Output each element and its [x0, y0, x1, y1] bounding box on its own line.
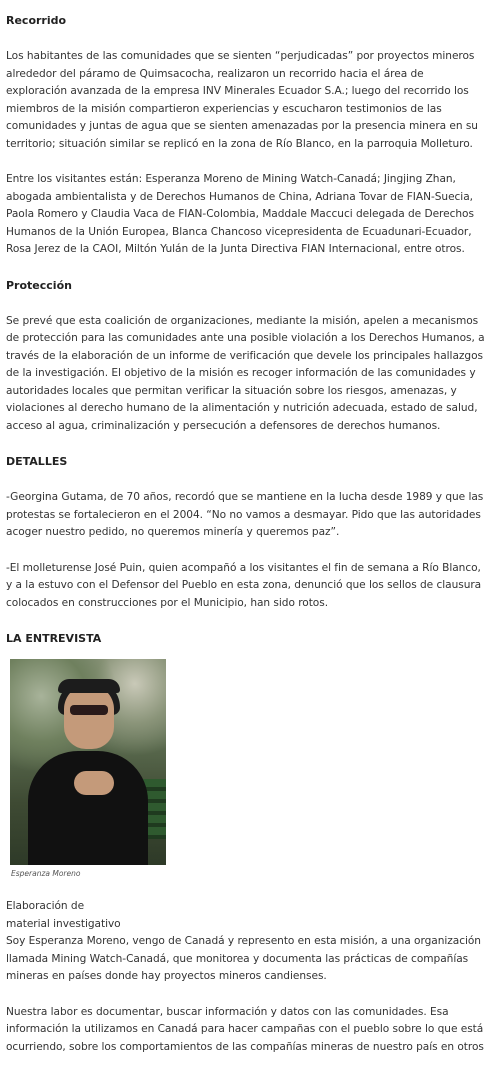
- photo-glasses: [70, 705, 108, 715]
- photo-person: [28, 751, 148, 865]
- photo-hands: [74, 771, 114, 795]
- interview-subtitle-line-2: material investigativo: [6, 917, 121, 930]
- interview-photo: [10, 659, 166, 865]
- paragraph-recorrido-2: Entre los visitantes están: Esperanza Moreno de Mining Watch-Canadá; Jingjing Zhan, abogada ambientalista y de Derechos Humanos de China, Adriana Tovar de FIAN-Suecia, Paola Romero y Claudia Vaca de FIAN-Colombia, Maddale Maccuci delegada de Derechos Humanos de la Unión Europea, Blanca Chancoso vicepresidenta de Ecuadunari-Ecuador, Rosa Jerez de la CAOI, Miltón Yulán de la Junta Directiva FIAN Internacional, entre otros.: [6, 173, 474, 255]
- paragraph-proteccion-1: Se prevé que esta coalición de organizaciones, mediante la misión, apelen a mecanismos de protección para las comunidades ante una posible violación a los Derechos Humanos, a través de la elaboración de un informe de verificación que devele los principales hallazgos de la investigación. El objetivo de la misión es recoger información de las comunidades y autoridades locales que permitan verificar la situación sobre los riesgos, amenazas, y violaciones al derecho humano de la alimentación y nutrición adecuada, estado de salud, acceso al agua, criminalización y persecución a defensores de derechos humanos.: [6, 314, 485, 432]
- photo-hair-top: [58, 679, 120, 693]
- section-heading-detalles: DETALLES: [6, 455, 68, 468]
- paragraph-detalles-2: -El molleturense José Puin, quien acompañó a los visitantes el fin de semana a Río Blanco, y a la estuvo con el Defensor del Pueblo en esta zona, denunció que los sellos de clausura colocados en construcciones por el Municipio, han sido rotos.: [6, 561, 482, 609]
- paragraph-recorrido-1: Los habitantes de las comunidades que se sienten “perjudicadas” por proyectos mineros alrededor del páramo de Quimsacocha, realizaron un recorrido hacia el área de exploración avanzada de la empresa INV Minerales Ecuador S.A.; luego del recorrido los miembros de la misión compartieron experiencias y escucharon testimonios de las comunidades y juntas de agua que se sienten amenazadas por la presencia minera en su territorio; situación similar se replicó en la zona de Río Blanco, en la parroquia Molleturo.: [6, 50, 478, 150]
- paragraph-entrevista-1: Soy Esperanza Moreno, vengo de Canadá y represento en esta misión, a una organización llamada Mining Watch-Canadá, que monitorea y documenta las prácticas de compañías mineras en países donde hay proyectos mineros candienses.: [6, 935, 481, 982]
- photo-caption: Esperanza Moreno: [11, 869, 81, 878]
- paragraph-entrevista-2: Nuestra labor es documentar, buscar información y datos con las comunidades. Esa información la utilizamos en Canadá para hacer campañas con el pueblo sobre lo que está ocurriendo, sobre los comportamientos de las compañías mineras de nuestro país en otros: [6, 1005, 484, 1053]
- section-heading-proteccion: Protección: [6, 278, 72, 292]
- photo-face: [64, 685, 114, 749]
- section-heading-recorrido: Recorrido: [6, 14, 67, 27]
- interview-subtitle-line-1: Elaboración de: [6, 900, 85, 912]
- paragraph-detalles-1: -Georgina Gutama, de 70 años, recordó que se mantiene en la lucha desde 1989 y que las protestas se fortalecieron en el 2004. “No no vamos a desmayar. Pido que las autoridades acoger nuestro pedido, no queremos minería y queremos paz”.: [6, 491, 484, 538]
- section-heading-entrevista: LA ENTREVISTA: [6, 632, 102, 645]
